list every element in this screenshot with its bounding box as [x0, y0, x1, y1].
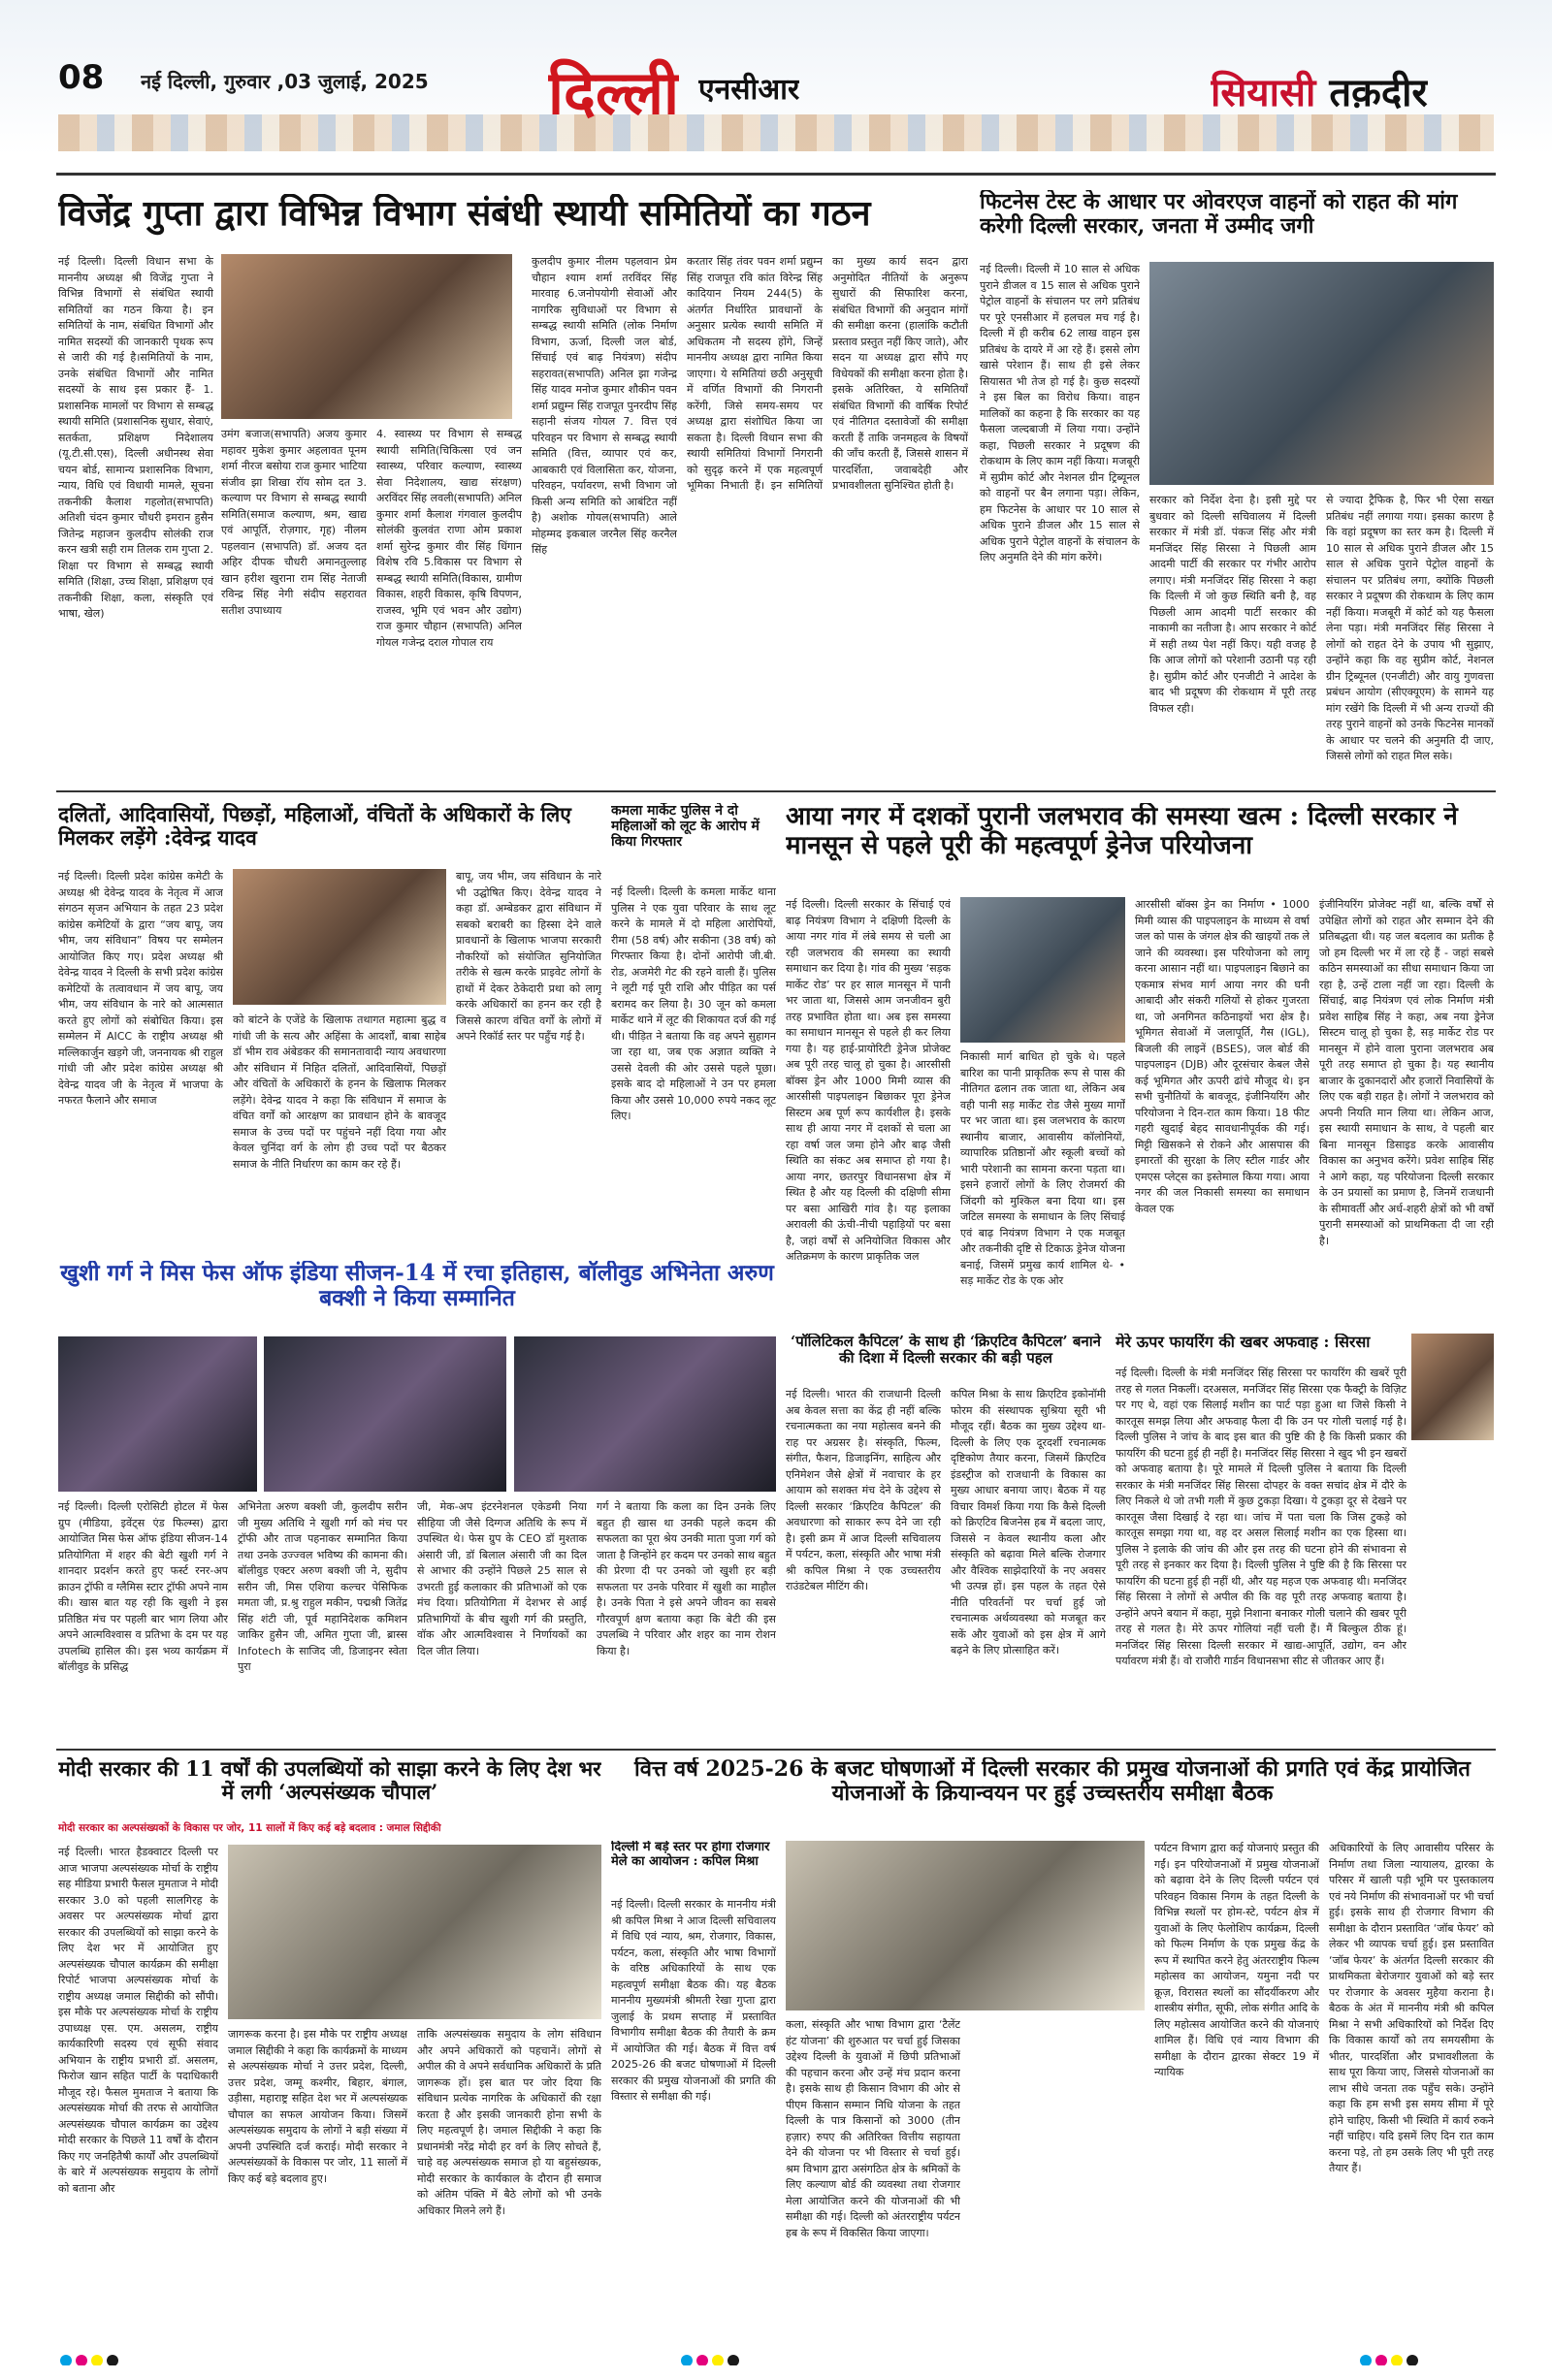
dateline: नई दिल्ली, गुरुवार ,03 जुलाई, 2025 — [141, 70, 429, 93]
article2-col3: से ज्यादा ट्रैफिक है, फिर भी ऐसा सख्त प्रतिबंध नहीं लगाया गया। इसका कारण है कि वहां प्रदूषण का स्तर कम है। दिल्ली में 10 साल से अधिक पुराने डीजल और 15 साल से अधिक पुराने पेट्रोल वाहनों के संचालन पर प्रतिबंध लगा, क्योंकि पिछली सरकार ने प्रदूषण की रोकथाम के लिए काम नहीं किया। मजबूरी में कोर्ट को यह फैसला लेना पड़ा। मंत्री मनजिंदर सिंह सिरसा ने लोगों को राहत देने के उपाय भी सुझाए, उन्होंने कहा कि वह सुप्रीम कोर्ट, नेशनल ग्रीन ट्रिब्यूनल (एनजीटी) और वायु गुणवत्ता प्रबंधन आयोग (सीएक्यूएम) के सामने यह मांग रखेंगे कि दिल्ली में भी अन्य राज्यों की तरह पुराने वाहनों को उनके फिटनेस मानकों के आधार पर चलने की अनुमति दी जाए, जिससे लोगों को राहत मिल सके। — [1326, 494, 1494, 762]
article10-subhead: दिल्ली में बड़े स्तर पर होगा रोजगार मेले का आयोजन : कपिल मिश्रा — [611, 1841, 770, 1869]
section-title-red: सियासी — [1211, 70, 1316, 115]
registration-dot-black — [107, 2355, 118, 2365]
article10-col1: नई दिल्ली। दिल्ली सरकार के माननीय मंत्री श्री कपिल मिश्रा ने आज दिल्ली सचिवालय में विधि एवं न्याय, श्रम, रोजगार, विकास, पर्यटन, कला, संस्कृति और भाषा विभागों के वरिष्ठ अधिकारियों के साथ एक महत्वपूर्ण समीक्षा बैठक की। यह बैठक माननीय मुख्यमंत्री श्रीमती रेखा गुप्ता द्वारा जुलाई के प्रथम सप्ताह में प्रस्तावित विभागीय समीक्षा बैठक की तैयारी के क्रम में आयोजित की गई। बैठक में वित्त वर्ष 2025-26 की बजट घोषणाओं में दिल्ली सरकार की प्रमुख योजनाओं की प्रगति की विस्तार से समीक्षा की गई। — [611, 1898, 776, 2103]
article5-col2: निकासी मार्ग बाधित हो चुके थे। पहले बारिश का पानी प्राकृतिक रूप से पास की नीतिगत ढलान तक जाता था, लेकिन अब वही पानी सड़ मार्केट रोड जैसे मुख्य मार्गों पर भर जाता था। इस जलभराव के कारण स्थानीय बाजार, आवासीय कॉलोनियों, व्यापारिक प्रतिष्ठानों और स्कूली बच्चों को भारी परेशानी का सामना करना पड़ता था। इसने हजारों लोगों के लिए रोजमर्रा की जिंदगी को मुश्किल बना दिया था। इस जटिल समस्या के समाधान के लिए सिंचाई एवं बाढ़ नियंत्रण विभाग ने एक मजबूत और तकनीकी दृष्टि से टिकाऊ ड्रेनेज योजना बनाई, जिसमें प्रमुख कार्य शामिल थे- • सड़ मार्केट रोड के एक ओर — [960, 1050, 1125, 1287]
article2-headline: फिटनेस टेस्ट के आधार पर ओवरएज वाहनों को राहत की मांग करेगी दिल्ली सरकार, जनता में उम्मीद जगी — [980, 190, 1458, 240]
article1-col4: कुलदीप कुमार नीलम पहलवान प्रेम चौहान श्याम शर्मा तरविंदर सिंह मारवाह 6.जनोपयोगी सेवाओं और नागरिक सुविधाओं पर विभाग से सम्बद्ध स्थायी समिति (लोक निर्माण विभाग, ऊर्जा, दिल्ली जल बोर्ड, सिंचाई एवं बाढ़ नियंत्रण) संदीप सहरावत(सभापति) अनिल झा गजेन्द्र सिंह यादव मनोज कुमार शौकीन पवन शर्मा प्रद्युम्न सिंह राजपूत पुनरदीप सिंह सहानी संजय गोयल 7. वित्त एवं परिवहन पर विभाग से सम्बद्ध स्थायी समिति (वित्त, व्यापार एवं कर, आबकारी एवं विलासिता कर, योजना, परिवहन, पर्यावरण, सभी विभाग जो किसी अन्य समिति को आबंटित नहीं है) अशोक गोयल(सभापति) आले मोहम्मद इकबाल जरनैल सिंह करनैल सिंह — [532, 255, 677, 556]
article1-photo — [221, 254, 512, 419]
article1-col5: करतार सिंह तंवर पवन शर्मा प्रद्युम्न सिंह राजपूत रवि कांत विरेन्द्र सिंह कादियान नियम 244(5) के अंतर्गत निर्धारित प्रावधानों के अनुसार प्रत्येक स्थायी समिति में अधिकतम नौ सदस्य होंगे, जिन्हें माननीय अध्यक्ष द्वारा नामित किया जाएगा। ये समितियां छठी अनुसूची में वर्णित विभागों की निगरानी करेंगी, जिसे समय-समय पर अध्यक्ष द्वारा संशोधित किया जा सकता है। दिल्ली विधान सभा की स्थायी समितियां विभागों निगरानी को सुदृढ़ करने में एक महत्वपूर्ण भूमिका निभाती हैं। इन समितियों का मुख्य कार्य सदन द्वारा अनुमोदित नीतियों के अनुरूप सुधारों की सिफारिश करना, संबंधित विभागों की अनुदान मांगों की समीक्षा करना (हालांकि कटौती प्रस्ताव प्रस्तुत नहीं किए जाते), और सदन या अध्यक्ष द्वारा सौंपे गए विधेयकों की समीक्षा करना होता है। इसके अतिरिक्त, ये समितियाँ संबंधित विभागों की वार्षिक रिपोर्ट एवं नीतिगत दस्तावेजों की समीक्षा करती हैं ताकि जनमहत्व के विषयों की जाँच करती हैं, जिससे शासन में पारदर्शिता, जवाबदेही और प्रभावशीलता सुनिश्चित होती है। — [687, 255, 968, 492]
footer-color-marks-left — [58, 2352, 252, 2365]
article9-col1: नई दिल्ली। भारत हैडक्वाटर दिल्ली पर आज भाजपा अल्पसंख्यक मोर्चा के राष्ट्रीय सह मीडिया प्रभारी फैसल मुमताज ने मोदी सरकार 3.0 को पहली सालगिरह के अवसर पर अल्पसंख्यक मोर्चा द्वारा सरकार की उपलब्धियों को साझा करने के लिए देश भर में आयोजित हुए अल्पसंख्यक चौपाल कार्यक्रम की समीक्षा रिपोर्ट भाजपा अल्पसंख्यक मोर्चा के राष्ट्रीय अध्यक्ष जमाल सिद्दीकी को सौंपी। इस मौके पर अल्पसंख्यक मोर्चा के राष्ट्रीय उपाध्यक्ष एस. एम. असलम, राष्ट्रीय कार्यकारिणी सदस्य एवं सूफी संवाद अभियान के राष्ट्रीय प्रभारी डॉ. असलम, फिरोज खान सहित पार्टी के पदाधिकारी मौजूद रहे। फैसल मुमताज ने बताया कि अल्पसंख्यक मोर्चा की तरफ से आयोजित अल्पसंख्यक चौपाल कार्यक्रम का उद्देश्य मोदी सरकार के पिछले 11 वर्षों के दौरान किए गए जनहितैषी कार्यों और उपलब्धियों के बारे में अल्पसंख्यक समुदाय के लोगों को बताना और — [58, 1846, 218, 2195]
article6-col2: अभिनेता अरुण बक्शी जी, कुलदीप सरीन जी मुख्य अतिथि ने खुशी गर्ग को मंच पर ट्रॉफी और ताज पहनाकर सम्मानित किया तथा उनके उज्ज्वल भविष्य की कामना की। बॉलीवुड एक्टर अरुण बक्शी जी ने, सुदीप सरीन जी, मिस एशिया कल्चर पेसिफिक ममता जी, प्र.श्रु राहुल मकीन, पद्मश्री जितेंद्र सिंह शंटी जी, पूर्व महानिदेशक कमिशन जाकिर हुसैन जी, अमित गुप्ता जी, ब्रास्स Infotech के साजिद जी, डिजाइनर स्वेता पुरा — [238, 1500, 407, 1673]
article5-col3: आरसीसी बॉक्स ड्रेन का निर्माण • 1000 मिमी व्यास की पाइपलाइन के माध्यम से वर्षा जल को पास के जंगल क्षेत्र की खाइयों तक ले जाने की व्यवस्था। इस परियोजना को लागू करना आसान नहीं था। पाइपलाइन बिछाने का एकमात्र संभव मार्ग आया नगर की घनी आबादी और संकरी गलियों से होकर गुजरता था, जो अनगिनत कठिनाइयों भरा क्षेत्र है। भूमिगत सेवाओं में जलापूर्ति, गैस (IGL), बिजली की लाइनें (BSES), जल बोर्ड की पाइपलाइन (DJB) और दूरसंचार केबल जैसे कई भूमिगत और ऊपरी ढांचे मौजूद थे। इन सभी चुनौतियों के बावजूद, इंजीनियरिंग और परियोजना ने दिन-रात काम किया। 18 फीट गहरी खुदाई बेहद सावधानीपूर्वक की गई। मिट्टी खिसकने से रोकने और आसपास की इमारतों की सुरक्षा के लिए स्टील गार्डर और एमएस प्लेट्स का इस्तेमाल किया गया। आया नगर की जल निकासी समस्या का समाधान केवल एक — [1135, 898, 1310, 1215]
skyline-banner — [58, 114, 1494, 151]
article3-col2: को बांटने के एजेंडे के खिलाफ तथागत महात्मा बुद्ध व गांधी जी के सत्य और अहिंसा के आदर्शों, बाबा साहेब डॉ भीम राव अंबेडकर की समानतावादी न्याय अवधारणा और संविधान में निहित दलितों, आदिवासियों, पिछड़ों और वंचितों के अधिकारों के हनन के खिलाफ मिलकर लड़ेंगे। देवेन्द्र यादव ने कहा कि संविधान में समाज के वंचित वर्गों को आरक्षण का प्रावधान होने के बावजूद समाज के उच्च पदों पर पहुंचने नहीं दिया गया और केवल चुनिंदा वर्ग के लोग ही उच्च पदों पर बैठकर समाज के नीति निर्धारण का काम कर रहे हैं। — [233, 1013, 446, 1171]
article1-col3: 4. स्वास्थ्य पर विभाग से सम्बद्ध स्थायी समिति(चिकित्सा एवं जन स्वास्थ्य, परिवार कल्याण, स्वास्थ्य सेवा निदेशालय, खाद्य संरक्षण) अरविंदर सिंह लवली(सभापति) अनिल कुमार शर्मा कैलाश गंगवाल कुलदीप सोलंकी कुलवंत राणा ओम प्रकाश शर्मा सुरेन्द्र कुमार वीर सिंह धिंगान विशेष रवि 5.विकास पर विभाग से सम्बद्ध स्थायी समिति(विकास, ग्रामीण विकास, शहरी विकास, कृषि विपणन, राजस्व, भूमि एवं भवन और उद्योग) राज कुमार चौहान (सभापति) अनिल गोयल गजेन्द्र दराल गोपाल राय — [376, 428, 522, 649]
newspaper-logo-sub: एनसीआर — [698, 73, 800, 107]
article9-col2: जागरूक करना है। इस मौके पर राष्ट्रीय अध्यक्ष जमाल सिद्दीकी ने कहा कि कार्यक्रमों के माध्यम से अल्पसंख्यक मोर्चा ने उत्तर प्रदेश, दिल्ली, उत्तर प्रदेश, जम्मू कश्मीर, बिहार, बंगाल, उड़ीसा, महाराष्ट्र सहित देश भर में अल्पसंख्यक चौपाल का सफल आयोजन किया। जिसमें अल्पसंख्यक समुदाय के लोगों ने बड़ी संख्या में अपनी उपस्थिति दर्ज कराई। मोदी सरकार ने अल्पसंख्यकों के विकास पर जोर, 11 सालों में किए कई बड़े बदलाव हुए। — [228, 2028, 407, 2185]
article6-photo-2 — [264, 1336, 506, 1492]
article9-subheadline: मोदी सरकार का अल्पसंख्यकों के विकास पर जोर, 11 सालों में किए कई बड़े बदलाव : जमाल सिद्दीकी — [58, 1822, 441, 1834]
article6-col1: नई दिल्ली। दिल्ली एरोसिटी होटल में फेस ग्रुप (मीडिया, इवेंट्स एंड फिल्म्स) द्वारा आयोजित मिस फेस ऑफ इंडिया सीजन-14 प्रतियोगिता में शहर की बेटी खुशी गर्ग ने शानदार प्रदर्शन करते हुए फर्स्ट रनर-अप क्राउन ट्रॉफी व ग्लैमिस स्टार ट्रॉफी अपने नाम की। खास बात यह रही कि खुशी ने इस प्रतिष्ठित मंच पर पहली बार भाग लिया और अपने आत्मविश्वास व प्रतिभा के दम पर यह उपलब्धि हासिल की। इस भव्य कार्यक्रम में बॉलीवुड के प्रसिद्ध — [58, 1500, 228, 1673]
registration-dot-magenta — [76, 2355, 87, 2365]
registration-dot-yellow — [91, 2355, 103, 2365]
newspaper-logo: दिल्ली — [548, 57, 680, 128]
article3-photo — [233, 869, 446, 1005]
article1-headline: विजेंद्र गुप्ता द्वारा विभिन्न विभाग संबंधी स्थायी समितियों का गठन — [58, 194, 871, 234]
article6-photo-1 — [58, 1336, 257, 1492]
article9-photo — [228, 1845, 601, 2019]
registration-dot-cyan — [60, 2355, 72, 2365]
section-divider-1 — [56, 790, 1496, 792]
article6-headline: खुशी गर्ग ने मिस फेस ऑफ इंडिया सीजन-14 में रचा इतिहास, बॉलीवुड अभिनेता अरुण बक्शी ने किया सम्मानित — [60, 1261, 774, 1312]
footer-color-marks-right — [1358, 2352, 1494, 2365]
article8-body: नई दिल्ली। दिल्ली के मंत्री मनजिंदर सिंह सिरसा पर फायरिंग की खबरें पूरी तरह से गलत निकलीं। दरअसल, मनजिंदर सिंह सिरसा एक फैक्ट्री के विज़िट पर गए थे, वहां एक सिलाई मशीन का पार्ट पड़ा हुआ था जिसे किसी ने कारतूस समझ लिया और अफवाह फैला दी कि उन पर गोली चलाई गई है। दिल्ली पुलिस ने जांच के बाद इस बात की पुष्टि की है कि किसी प्रकार की फायरिंग की घटना हुई ही नहीं है। मनजिंदर सिंह सिरसा ने खुद भी इन खबरों को अफवाह बताया है। पूरे मामले में दिल्ली पुलिस ने बताया कि दिल्ली सरकार के मंत्री मनजिंदर सिंह सिरसा दोपहर के वक्त सचांद क्षेत्र में दौरे के लिए निकले थे जो तभी गली में कुछ टुकड़ा दिखा। ये टुकड़ा दूर से देखने पर कारतूस जैसा दिखाई दे रहा था। जांच में पता चला कि जिस टुकड़े को कारतूस समझा गया था, वह दर असल सिलाई मशीन का एक हिस्सा था। पुलिस ने इलाके की जांच की और इस तरह की घटना होने की संभावना से पूरी तरह से इनकार कर दिया है। दिल्ली पुलिस ने पुष्टि की है कि सिरसा पर फायरिंग की घटना हुई ही नहीं थी, और यह महज एक अफवाह थी। मनजिंदर सिंह सिरसा ने लोगों से अपील की कि वह पूरी तरह अफवाह बताया है। उन्होंने अपने बयान में कहा, मुझे निशाना बनाकर गोली चलाने की खबर पूरी तरह से गलत है। मेरे ऊपर गोलियां नहीं चली हैं। मैं बिल्कुल ठीक हूं। मनजिंदर सिंह सिरसा दिल्ली सरकार में खाद्य-आपूर्ति, उद्योग, वन और पर्यावरण मंत्री हैं। वो राजौरी गार्डन विधानसभा सीट से जीतकर आए हैं। — [1116, 1367, 1406, 1667]
article3-col1: नई दिल्ली। दिल्ली प्रदेश कांग्रेस कमेटी के अध्यक्ष श्री देवेन्द्र यादव के नेतृत्व में आज संगठन सृजन अभियान के तहत 23 प्रदेश कांग्रेस कमेटियों के द्वारा “जय बापू, जय भीम, जय संविधान” विषय पर सम्मेलन आयोजित किए गए। प्रदेश अध्यक्ष श्री देवेन्द्र यादव ने दिल्ली के सभी प्रदेश कांग्रेस कमेटियों के तत्वावधान में जय बापू, जय भीम, जय संविधान के नारे को आत्मसात करते हुए लोगों को संबोधित किया। इस सम्मेलन में AICC के राष्ट्रीय अध्यक्ष श्री मल्लिकार्जुन खड़गे जी, जननायक श्री राहुल गांधी जी और प्रदेश कांग्रेस अध्यक्ष श्री देवेन्द्र यादव जी के नेतृत्व में भाजपा के नफरत फैलाने और समाज — [58, 870, 223, 1107]
section-title — [1211, 64, 1428, 117]
article5-headline: आया नगर में दशकों पुरानी जलभराव की समस्या खत्म : दिल्ली सरकार ने मानसून से पहले पूरी की महत्वपूर्ण ड्रेनेज परियोजना — [786, 803, 1458, 860]
page-number: 08 — [58, 58, 105, 97]
article10-col2b — [970, 2017, 1145, 2339]
article9-headline: मोदी सरकार की 11 वर्षों की उपलब्धियों को साझा करने के लिए देश भर में लगी ‘अल्पसंख्यक चौपाल’ — [58, 1757, 601, 1805]
article10-col2: कला, संस्कृति और भाषा विभाग द्वारा ‘टैलेंट हंट योजना’ की शुरुआत पर चर्चा हुई जिसका उद्देश्य दिल्ली के युवाओं में छिपी प्रतिभाओं की पहचान करना और उन्हें मंच प्रदान करना है। इसके साथ ही किसान विभाग की ओर से पीएम किसान सम्मान निधि योजना के तहत दिल्ली के पात्र किसानों को 3000 (तीन हज़ार) रुपए की अतिरिक्त वित्तीय सहायता देने की योजना पर भी विस्तार से चर्चा हुई। श्रम विभाग द्वारा असंगठित क्षेत्र के श्रमिकों के लिए कल्याण बोर्ड की व्यवस्था तथा रोजगार मेला आयोजित करने की योजनाओं की भी समीक्षा की गई। दिल्ली को अंतरराष्ट्रीय पर्यटन हब के रूप में विकसित किया जाएगा। — [786, 2018, 960, 2239]
article7-col1: नई दिल्ली। भारत की राजधानी दिल्ली अब केवल सत्ता का केंद्र ही नहीं बल्कि रचनात्मकता का नया महोत्सव बनने की राह पर अग्रसर है। संस्कृति, फिल्म, संगीत, फैशन, डिजाइनिंग, साहित्य और एनिमेशन जैसे क्षेत्रों में नवाचार के हर आयाम को सशक्त मंच देने के उद्देश्य से दिल्ली सरकार ‘क्रिएटिव कैपिटल’ की अवधारणा को साकार रूप देने जा रही है। इसी क्रम में आज दिल्ली सचिवालय में पर्यटन, कला, संस्कृति और भाषा मंत्री श्री कपिल मिश्रा ने एक उच्चस्तरीय राउंडटेबल मीटिंग की। — [786, 1388, 941, 1592]
masthead-rule — [56, 173, 1496, 176]
article6-photo-3 — [514, 1336, 776, 1492]
article2-col2: सरकार को निर्देश देना है। इसी मुद्दे पर बुधवार को दिल्ली सचिवालय में दिल्ली सरकार में मंत्री डॉ. पंकज सिंह और मंत्री मनजिंदर सिंह सिरसा ने पिछली आम आदमी पार्टी की सरकार पर गंभीर आरोप लगाए। मंत्री मनजिंदर सिंह सिरसा ने कहा कि दिल्ली में जो कुछ स्थिति बनी है, वह पिछली आम आदमी पार्टी सरकार की नाकामी का नतीजा है। आप सरकार ने कोर्ट में सही तथ्य पेश नहीं किए। यही वजह है कि आज लोगों को परेशानी उठानी पड़ रही है। सुप्रीम कोर्ट और एनजीटी ने आदेश के बाद भी प्रदूषण की रोकथाम में पूरी तरह विफल रही। — [1149, 494, 1316, 715]
section-title-black: तक़दीर — [1329, 70, 1428, 115]
article10-col3: पर्यटन विभाग द्वारा कई योजनाएं प्रस्तुत की गईं। इन परियोजनाओं में प्रमुख योजनाओं को बढ़ावा देने के लिए दिल्ली पर्यटन एवं परिवहन विकास निगम के तहत दिल्ली के विभिन्न स्थलों पर होम-स्टे, पर्यटन क्षेत्र में युवाओं के लिए फेलोशिप कार्यक्रम, दिल्ली को फिल्म निर्माण के एक प्रमुख केंद्र के रूप में स्थापित करने हेतु अंतरराष्ट्रीय फिल्म महोत्सव का आयोजन, यमुना नदी पर क्रूज़, विरासत स्थलों का सौंदर्यीकरण और शास्त्रीय संगीत, सूफी, लोक संगीत आदि के लिए महोत्सव आयोजित करने की योजनाएं शामिल हैं। विधि एवं न्याय विभाग की समीक्षा के दौरान द्वारका सेक्टर 19 में न्यायिक — [1154, 1842, 1319, 2078]
section-divider-2 — [56, 1749, 1496, 1751]
article9-col3: ताकि अल्पसंख्यक समुदाय के लोग संविधान और अपने अधिकारों को पहचानें। लोगों से अपील की वे अपने सर्वधानिक अधिकारों के प्रति जागरूक हों। इस बात पर जोर दिया कि संविधान प्रत्येक नागरिक के अधिकारों की रक्षा करता है और इसकी जानकारी होना सभी के लिए महत्वपूर्ण है। जमाल सिद्दीकी ने कहा कि प्रधानमंत्री नरेंद्र मोदी हर वर्ग के लिए सोचते हैं, चाहे वह अल्पसंख्यक समाज हो या बहुसंख्यक, मोदी सरकार के कार्यकाल के दौरान ही समाज को अंतिम पंक्ति में बैठे लोगों को भी उनके अधिकार मिलने लगे हैं। — [417, 2028, 601, 2217]
article10-headline: वित्त वर्ष 2025-26 के बजट घोषणाओं में दिल्ली सरकार की प्रमुख योजनाओं की प्रगति एवं केंद्र प्रायोजित योजनाओं के क्रियान्वयन पर हुई उच्चस्तरीय समीक्षा बैठक — [634, 1757, 1471, 1807]
article6-col3: जी, मेक-अप इंटरनेशनल एकेडमी निया सीहिया जी जैसे दिग्गज अतिथि के रूप में उपस्थित थे। फेस ग्रुप के CEO डॉ मुश्ताक अंसारी जी, डॉ बिलाल अंसारी जी का दिल से आभार की उन्होंने पिछले 25 साल से उभरती हुई कलाकार की प्रतिभाओं को एक मंच दिया। प्रतियोगिता में देशभर से आई प्रतिभागियों के बीच खुशी गर्ग की प्रस्तुति, वॉक और आत्मविश्वास ने निर्णायकों का दिल जीत लिया। — [417, 1500, 587, 1657]
article4-headline: कमला मार्केट पुलिस ने दो महिलाओं को लूट के आरोप में किया गिरफ्तार — [611, 803, 760, 851]
article5-col1: नई दिल्ली। दिल्ली सरकार के सिंचाई एवं बाढ़ नियंत्रण विभाग ने दक्षिणी दिल्ली के आया नगर गांव में लंबे समय से चली आ रही जलभराव की समस्या का स्थायी समाधान कर दिया है। गांव की मुख्य ‘सड़क मार्केट रोड’ पर हर साल मानसून में पानी भर जाता था, जिससे आम जनजीवन बुरी तरह प्रभावित होता था। अब इस समस्या का समाधान मानसून से पहले ही कर लिया गया है। यह हाई-प्रायोरिटी ड्रेनेज प्रोजेक्ट अब पूरी तरह चालू हो चुका है। आरसीसी बॉक्स ड्रेन और 1000 मिमी व्यास की आरसीसी पाइपलाइन बिछाकर पूरा ड्रेनेज सिस्टम अब पूर्ण रूप कार्यशील है। इसके साथ ही आया नगर में दशकों से चला आ रहा वर्षा जल जमा होने और बाढ़ जैसी स्थिति का संकट अब समाप्त हो गया है। आया नगर, छतरपुर विधानसभा क्षेत्र में स्थित है और यह दिल्ली की दक्षिणी सीमा पर बसा आखिरी गांव है। यह इलाका अरावली की ऊंची-नीची पहाड़ियों पर बसा है, जहां वर्षों से अनियोजित विकास और अतिक्रमण के कारण प्राकृतिक जल — [786, 898, 951, 1263]
article3-col3: बापू, जय भीम, जय संविधान के नारे भी उद्घोषित किए। देवेन्द्र यादव ने कहा डॉ. अम्बेडकर द्वारा संविधान में सबको बराबरी का हिस्सा देने वाले प्रावधानों के खिलाफ भाजपा सरकारी नौकरियों को संयोजित सुनियोजित तरीके से खत्म करके प्राइवेट लोगों के हाथों में देकर ठेकेदारी प्रथा को लागू करके अधिकारों का हनन कर रही है जिससे कारण वंचित वर्गों के लोगों में अपने रिकॉर्ड स्तर पर पहुँच गई है। — [456, 870, 601, 1043]
article7-headline: ‘पॉलिटिकल कैपिटल’ के साथ ही ‘क्रिएटिव कैपिटल’ बनाने की दिशा में दिल्ली सरकार की बड़ी पहल — [791, 1334, 1101, 1367]
article1-col1: नई दिल्ली। दिल्ली विधान सभा के माननीय अध्यक्ष श्री विजेंद्र गुप्ता ने विभिन्न विभागों से संबंधित स्थायी समितियों का गठन किया है। इन समितियों के नाम, संबंधित विभागों और नामित सदस्यों की जानकारी पृथक रूप से जारी की गई है।समितियों के नाम, उनके संबंधित विभागों और नामित सदस्यों के साथ इस प्रकार हैं- 1. प्रशासनिक मामलों पर विभाग से सम्बद्ध स्थायी समिति (प्रशासनिक सुधार, सेवाएं, सतर्कता, प्रशिक्षण निदेशालय (यू.टी.सी.एस), दिल्ली अधीनस्थ सेवा चयन बोर्ड, सामान्य प्रशासनिक विभाग, न्याय, विधि एवं विधायी मामले, सूचना तकनीकी कैलाश गहलोत(सभापति) अतिशी चंदन कुमार चौधरी इमरान हुसैन जितेन्द्र महाजन कुलदीप सोलंकी राज करन खत्री सही राम तिलक राम गुप्ता 2. शिक्षा पर विभाग से सम्बद्ध स्थायी समिति (शिक्षा, उच्च शिक्षा, प्रशिक्षण एवं तकनीकी शिक्षा, कला, संस्कृति एवं भाषा, खेल) — [58, 255, 213, 620]
article3-headline: दलितों, आदिवासियों, पिछड़ों, महिलाओं, वंचितों के अधिकारों के लिए मिलकर लड़ेंगे :देवेन्द्र यादव — [58, 803, 571, 851]
article8-headline: मेरे ऊपर फायरिंग की खबर अफवाह : सिरसा — [1116, 1334, 1371, 1351]
article10-photo — [786, 1841, 1145, 2010]
article1-col2: उमंग बजाज(सभापति) अजय कुमार महावर मुकेश कुमार अहलावत पूनम शर्मा नीरज बसोया राज कुमार भाटिया संजीव झा शिखा रॉय सोम दत 3. कल्याण पर विभाग से सम्बद्ध स्थायी समिति(समाज कल्याण, श्रम, खाद्य एवं आपूर्ति, रोज़गार, गृह) नीलम पहलवान (सभापति) डॉ. अजय दत अहिर दीपक चौधरी अमानतुल्लाह खान हरीश खुराना राम सिंह नेताजी रविन्द्र सिंह नेगी संदीप सहरावत सतीश उपाध्याय — [221, 428, 367, 617]
article5-photo — [960, 897, 1125, 1043]
article10-col4: अधिकारियों के लिए आवासीय परिसर के निर्माण तथा जिला न्यायालय, द्वारका के परिसर में खाली पड़ी भूमि पर पुस्तकालय एवं नये निर्माण की संभावनाओं पर भी चर्चा हुई। इसके साथ ही रोजगार विभाग की समीक्षा के दौरान प्रस्तावित ‘जॉब फेयर’ को लेकर भी व्यापक चर्चा हुई। इस प्रस्तावित ‘जॉब फेयर’ के अंतर्गत दिल्ली सरकार की प्राथमिकता बेरोजगार युवाओं को बड़े स्तर पर रोजगार के अवसर मुहैया कराना है। बैठक के अंत में माननीय मंत्री श्री कपिल मिश्रा ने सभी अधिकारियों को निर्देश दिए कि विकास कार्यों को तय समयसीमा के भीतर, पारदर्शिता और प्रभावशीलता के साथ पूरा किया जाए, जिससे योजनाओं का लाभ सीधे जनता तक पहुँच सके। उन्होंने कहा कि हम सभी इस समय सीमा में पूरे होने चाहिए, किसी भी स्थिति में कार्य रुकने नहीं चाहिए। यदि इसमें लिए दिन रात काम करना पड़े, तो हम उसके लिए भी पूरी तरह तैयार हैं। — [1329, 1842, 1494, 2174]
footer-color-marks-center — [679, 2352, 873, 2365]
article2-col1: नई दिल्ली। दिल्ली में 10 साल से अधिक पुराने डीजल व 15 साल से अधिक पुराने पेट्रोल वाहनों के संचालन पर लगे प्रतिबंध पर पूरे एनसीआर में हलचल मच गई है। दिल्ली में ही करीब 62 लाख वाहन इस प्रतिबंध के दायरे में आ रहे हैं। इससे लोग खासे परेशान हैं। साथ ही इसे लेकर सियासत भी तेज हो गई है। कुछ सदस्यों ने इस बिल का विरोध किया। वाहन मालिकों का कहना है कि सरकार का यह फैसला जल्दबाजी में लिया गया। उन्होंने कहा, पिछली सरकार ने प्रदूषण की रोकथाम के लिए काम नहीं किया। मजबूरी में सुप्रीम कोर्ट और नेशनल ग्रीन ट्रिब्यूनल को वाहनों पर बैन लगाना पड़ा। लेकिन, हम फिटनेस के आधार पर 10 साल से अधिक पुराने डीजल और 15 साल से अधिक पुराने पेट्रोल वाहनों के संचालन के लिए अनुमति देने की मांग करेंगे। — [980, 263, 1140, 563]
article5-col4: इंजीनियरिंग प्रोजेक्ट नहीं था, बल्कि वर्षों से उपेक्षित लोगों को राहत और सम्मान देने की प्रतिबद्धता थी। यह जल बदलाव का प्रतीक है जो हम दिल्ली भर में ला रहे हैं - जहां सबसे कठिन समस्याओं का सीधा समाधान किया जा रहा है, उन्हें टाला नहीं जा रहा। दिल्ली के सिंचाई, बाढ़ नियंत्रण एवं लोक निर्माण मंत्री प्रवेश साहिब सिंह ने कहा, अब नया ड्रेनेज सिस्टम चालू हो चुका है, सड़ मार्केट रोड पर मानसून में होने वाला पुराना जलभराव अब पूरी तरह समाप्त हो चुका है। यह स्थानीय बाजार के दुकानदारों और हजारों निवासियों के लिए एक बड़ी राहत है। लोगों ने जलभराव को अपनी नियति मान लिया था। लेकिन आज, इस स्थायी समाधान के साथ, वे पहली बार बिना मानसून डिसाइड करके आवासीय विकास का अनुभव करेंगे। प्रवेश साहिब सिंह ने आगे कहा, यह परियोजना दिल्ली सरकार के उन प्रयासों का प्रमाण है, जिनमें राजधानी के सीमावर्ती और अर्ध-शहरी क्षेत्रों को भी वर्षों पुरानी समस्याओं को प्राथमिकता दी जा रही है। — [1319, 898, 1494, 1247]
article8-photo — [1411, 1334, 1494, 1440]
article6-col4: गर्ग ने बताया कि कला का दिन उनके लिए बहुत ही खास था उनकी पहले कदम की सफलता का पूरा श्रेय उनकी माता पुजा गर्ग को जाता है जिन्होंने हर कदम पर उनको साथ बहुत की प्रेरणा दी पर उनको जो खुशी हर बड़ी सफलता पर उनके परिवार में खुशी का माहौल है। उनके पिता ने इसे अपने जीवन का सबसे गौरवपूर्ण क्षण बताया कहा कि बेटी की इस उपलब्धि ने परिवार और शहर का नाम रोशन किया है। — [597, 1500, 776, 1657]
article2-photo — [1149, 262, 1494, 485]
article4-body: नई दिल्ली। दिल्ली के कमला मार्केट थाना पुलिस ने एक युवा परिवार के साथ लूट करने के मामले में दो महिला आरोपियों, रीमा (58 वर्ष) और सकीना (38 वर्ष) को गिरफ्तार किया है। दोनों आरोपी जी.बी. रोड, अजमेरी गेट की रहने वाली हैं। पुलिस ने लूटी गई पूरी राशि और पीड़ित का पर्स बरामद कर लिया है। 30 जून को कमला मार्केट थाने में लूट की शिकायत दर्ज की गई थी। पीड़ित ने बताया कि वह अपने सुहागन जा रहा था, जब एक अज्ञात व्यक्ति ने उससे देवली की ओर उससे पहले पूछा। इसके बाद दो महिलाओं ने उन पर हमला किया और उससे 10,000 रुपये नकद लूट लिए। — [611, 885, 776, 1122]
article7-col2: कपिल मिश्रा के साथ क्रिएटिव इकोनॉमी फोरम की संस्थापक सुश्रिया सूरी भी मौजूद रहीं। बैठक का मुख्य उद्देश्य था-दिल्ली के लिए एक दूरदर्शी रचनात्मक दृष्टिकोण तैयार करना, जिसमें क्रिएटिव इंडस्ट्रीज को राजधानी के विकास का मुख्य आधार बनाया जाए। बैठक में यह विचार विमर्श किया गया कि कैसे दिल्ली को क्रिएटिव बिजनेस हब में बदला जाए, जिससे न केवल स्थानीय कला और संस्कृति को बढ़ावा मिले बल्कि रोजगार और वैश्विक साझेदारियों के नए अवसर भी उत्पन्न हों। इस पहल के तहत ऐसे नीति परिवर्तनों पर चर्चा हुई जो रचनात्मक अर्थव्यवस्था को मजबूत कर सकें और युवाओं को इस क्षेत्र में आगे बढ़ने के लिए प्रोत्साहित करें। — [951, 1388, 1106, 1656]
